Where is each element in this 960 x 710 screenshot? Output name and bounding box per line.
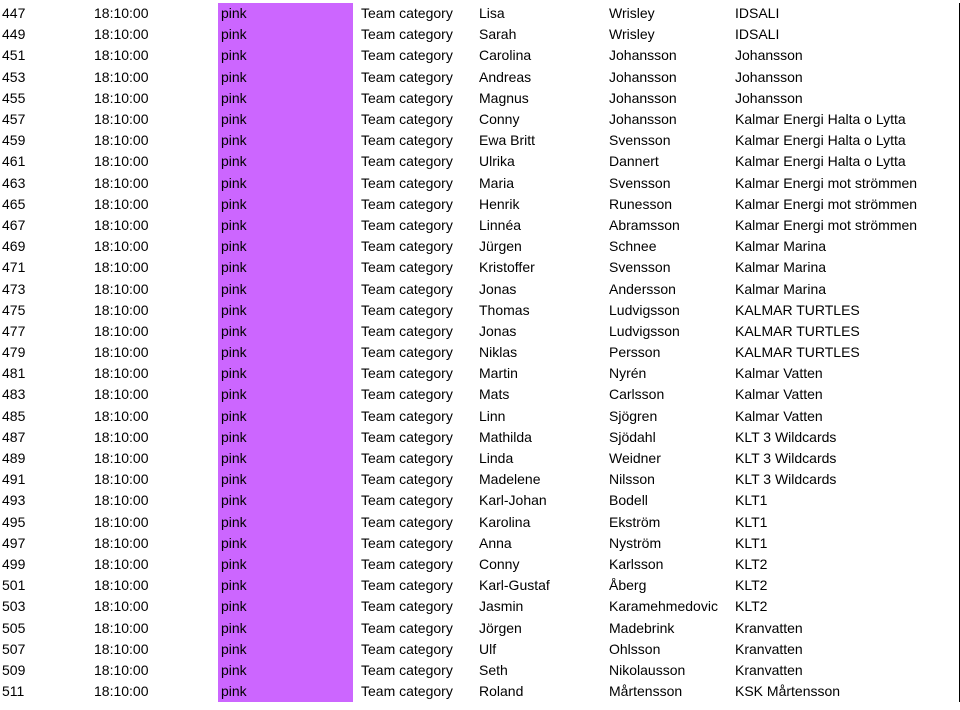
color-cell: pink <box>218 363 353 384</box>
start-time-cell: 18:10:00 <box>94 577 149 594</box>
first-name-cell: Mathilda <box>479 428 532 445</box>
category-cell: Team category <box>361 555 453 572</box>
club-cell: Kalmar Energi Halta o Lytta <box>735 153 906 170</box>
club-cell: Kalmar Marina <box>735 238 827 255</box>
club-cell: Kalmar Marina <box>735 280 827 297</box>
color-cell: pink <box>218 24 353 45</box>
table-row <box>0 300 960 321</box>
first-name-cell: Sarah <box>479 26 517 43</box>
bib-number-cell: 485 <box>2 407 26 424</box>
club-cell: Kranvatten <box>735 661 803 678</box>
last-name-cell: Karlsson <box>609 555 664 572</box>
last-name-cell: Persson <box>609 344 661 361</box>
last-name-cell: Ekström <box>609 513 661 530</box>
club-cell: KLT1 <box>735 492 768 509</box>
table-row <box>0 363 960 384</box>
last-name-cell: Sjödahl <box>609 428 656 445</box>
club-cell: KLT 3 Wildcards <box>735 471 837 488</box>
bib-number-cell: 457 <box>2 111 26 128</box>
start-time-cell: 18:10:00 <box>94 111 149 128</box>
start-time-cell: 18:10:00 <box>94 216 149 233</box>
last-name-cell: Runesson <box>609 195 673 212</box>
bib-number-cell: 511 <box>2 683 25 700</box>
first-name-cell: Linda <box>479 450 514 467</box>
first-name-cell: Lisa <box>479 5 505 22</box>
category-cell: Team category <box>361 365 453 382</box>
first-name-cell: Conny <box>479 555 520 572</box>
last-name-cell: Madebrink <box>609 619 675 636</box>
club-cell: Kalmar Energi mot strömmen <box>735 216 918 233</box>
category-cell: Team category <box>361 450 453 467</box>
club-cell: KALMAR TURTLES <box>735 344 860 361</box>
color-cell: pink <box>218 660 353 681</box>
club-cell: KSK Mårtensson <box>735 683 841 700</box>
table-row <box>0 617 960 638</box>
first-name-cell: Magnus <box>479 89 529 106</box>
bib-number-cell: 495 <box>2 513 26 530</box>
color-cell: pink <box>218 490 353 511</box>
table-row <box>0 194 960 215</box>
club-cell: KALMAR TURTLES <box>735 322 860 339</box>
table-row <box>0 151 960 172</box>
club-cell: Kranvatten <box>735 640 803 657</box>
start-time-cell: 18:10:00 <box>94 259 149 276</box>
first-name-cell: Jürgen <box>479 238 522 255</box>
color-cell: pink <box>218 575 353 596</box>
color-cell: pink <box>218 427 353 448</box>
start-time-cell: 18:10:00 <box>94 89 149 106</box>
last-name-cell: Sjögren <box>609 407 658 424</box>
bib-number-cell: 449 <box>2 26 26 43</box>
last-name-cell: Schnee <box>609 238 657 255</box>
club-cell: Kalmar Vatten <box>735 365 823 382</box>
club-cell: IDSALI <box>735 26 780 43</box>
bib-number-cell: 447 <box>2 5 26 22</box>
start-time-cell: 18:10:00 <box>94 174 149 191</box>
category-cell: Team category <box>361 301 453 318</box>
table-row <box>0 24 960 45</box>
category-cell: Team category <box>361 111 453 128</box>
first-name-cell: Seth <box>479 661 508 678</box>
bib-number-cell: 507 <box>2 640 26 657</box>
category-cell: Team category <box>361 216 453 233</box>
club-cell: Johansson <box>735 89 803 106</box>
first-name-cell: Kristoffer <box>479 259 535 276</box>
category-cell: Team category <box>361 238 453 255</box>
category-cell: Team category <box>361 5 453 22</box>
bib-number-cell: 493 <box>2 492 26 509</box>
table-row <box>0 427 960 448</box>
bib-number-cell: 503 <box>2 598 26 615</box>
start-time-cell: 18:10:00 <box>94 47 149 64</box>
category-cell: Team category <box>361 640 453 657</box>
club-cell: Kranvatten <box>735 619 803 636</box>
color-cell: pink <box>218 512 353 533</box>
color-cell: pink <box>218 533 353 554</box>
last-name-cell: Wrisley <box>609 5 655 22</box>
start-list-table <box>0 3 960 702</box>
last-name-cell: Karamehmedovic <box>609 598 718 615</box>
club-cell: Kalmar Energi Halta o Lytta <box>735 132 906 149</box>
category-cell: Team category <box>361 26 453 43</box>
category-cell: Team category <box>361 683 453 700</box>
table-row <box>0 321 960 342</box>
color-cell: pink <box>218 681 353 702</box>
table-row <box>0 173 960 194</box>
table-row <box>0 67 960 88</box>
bib-number-cell: 501 <box>2 577 26 594</box>
club-cell: KLT2 <box>735 555 768 572</box>
last-name-cell: Nyrén <box>609 365 647 382</box>
start-time-cell: 18:10:00 <box>94 26 149 43</box>
table-row <box>0 660 960 681</box>
bib-number-cell: 473 <box>2 280 26 297</box>
last-name-cell: Nikolausson <box>609 661 686 678</box>
bib-number-cell: 481 <box>2 365 26 382</box>
club-cell: KLT1 <box>735 513 768 530</box>
color-cell: pink <box>218 596 353 617</box>
start-time-cell: 18:10:00 <box>94 534 149 551</box>
color-cell: pink <box>218 194 353 215</box>
first-name-cell: Maria <box>479 174 515 191</box>
category-cell: Team category <box>361 195 453 212</box>
category-cell: Team category <box>361 534 453 551</box>
color-cell: pink <box>218 151 353 172</box>
last-name-cell: Bodell <box>609 492 648 509</box>
color-cell: pink <box>218 109 353 130</box>
bib-number-cell: 499 <box>2 555 26 572</box>
category-cell: Team category <box>361 280 453 297</box>
color-cell: pink <box>218 342 353 363</box>
table-row <box>0 639 960 660</box>
last-name-cell: Svensson <box>609 174 671 191</box>
first-name-cell: Karl-Gustaf <box>479 577 550 594</box>
color-cell: pink <box>218 469 353 490</box>
bib-number-cell: 509 <box>2 661 26 678</box>
table-row <box>0 512 960 533</box>
table-row <box>0 448 960 469</box>
bib-number-cell: 461 <box>2 153 26 170</box>
color-cell: pink <box>218 88 353 109</box>
table-row <box>0 278 960 299</box>
club-cell: Kalmar Vatten <box>735 407 823 424</box>
color-cell: pink <box>218 67 353 88</box>
first-name-cell: Karl-Johan <box>479 492 547 509</box>
last-name-cell: Johansson <box>609 89 677 106</box>
bib-number-cell: 475 <box>2 301 26 318</box>
color-cell: pink <box>218 639 353 660</box>
start-time-cell: 18:10:00 <box>94 450 149 467</box>
category-cell: Team category <box>361 47 453 64</box>
last-name-cell: Åberg <box>609 577 647 594</box>
category-cell: Team category <box>361 598 453 615</box>
bib-number-cell: 465 <box>2 195 26 212</box>
bib-number-cell: 477 <box>2 322 26 339</box>
color-cell: pink <box>218 617 353 638</box>
club-cell: KLT2 <box>735 577 768 594</box>
club-cell: KLT1 <box>735 534 768 551</box>
category-cell: Team category <box>361 344 453 361</box>
category-cell: Team category <box>361 492 453 509</box>
club-cell: KLT2 <box>735 598 768 615</box>
club-cell: KLT 3 Wildcards <box>735 450 837 467</box>
start-time-cell: 18:10:00 <box>94 238 149 255</box>
first-name-cell: Jonas <box>479 322 517 339</box>
bib-number-cell: 467 <box>2 216 26 233</box>
start-time-cell: 18:10:00 <box>94 322 149 339</box>
club-cell: IDSALI <box>735 5 780 22</box>
table-row <box>0 45 960 66</box>
category-cell: Team category <box>361 619 453 636</box>
color-cell: pink <box>218 448 353 469</box>
last-name-cell: Weidner <box>609 450 661 467</box>
table-row <box>0 130 960 151</box>
category-cell: Team category <box>361 407 453 424</box>
last-name-cell: Nilsson <box>609 471 655 488</box>
color-cell: pink <box>218 257 353 278</box>
color-cell: pink <box>218 215 353 236</box>
club-cell: Kalmar Marina <box>735 259 827 276</box>
first-name-cell: Jasmin <box>479 598 524 615</box>
category-cell: Team category <box>361 132 453 149</box>
first-name-cell: Niklas <box>479 344 518 361</box>
table-row <box>0 342 960 363</box>
bib-number-cell: 455 <box>2 89 26 106</box>
last-name-cell: Abramsson <box>609 216 680 233</box>
bib-number-cell: 453 <box>2 68 26 85</box>
bib-number-cell: 491 <box>2 471 26 488</box>
last-name-cell: Ludvigsson <box>609 301 680 318</box>
last-name-cell: Johansson <box>609 68 677 85</box>
color-cell: pink <box>218 173 353 194</box>
last-name-cell: Svensson <box>609 132 671 149</box>
start-time-cell: 18:10:00 <box>94 153 149 170</box>
first-name-cell: Conny <box>479 111 520 128</box>
start-time-cell: 18:10:00 <box>94 5 149 22</box>
club-cell: Kalmar Energi mot strömmen <box>735 195 918 212</box>
last-name-cell: Wrisley <box>609 26 655 43</box>
category-cell: Team category <box>361 174 453 191</box>
start-time-cell: 18:10:00 <box>94 365 149 382</box>
category-cell: Team category <box>361 577 453 594</box>
table-row <box>0 88 960 109</box>
bib-number-cell: 463 <box>2 174 26 191</box>
color-cell: pink <box>218 554 353 575</box>
color-cell: pink <box>218 300 353 321</box>
start-time-cell: 18:10:00 <box>94 640 149 657</box>
last-name-cell: Johansson <box>609 111 677 128</box>
table-row <box>0 469 960 490</box>
category-cell: Team category <box>361 322 453 339</box>
start-time-cell: 18:10:00 <box>94 280 149 297</box>
start-time-cell: 18:10:00 <box>94 195 149 212</box>
table-row <box>0 384 960 405</box>
start-time-cell: 18:10:00 <box>94 492 149 509</box>
club-cell: Johansson <box>735 47 803 64</box>
start-time-cell: 18:10:00 <box>94 661 149 678</box>
table-row <box>0 681 960 702</box>
color-cell: pink <box>218 278 353 299</box>
table-row <box>0 406 960 427</box>
start-time-cell: 18:10:00 <box>94 68 149 85</box>
bib-number-cell: 497 <box>2 534 26 551</box>
category-cell: Team category <box>361 471 453 488</box>
first-name-cell: Jörgen <box>479 619 522 636</box>
bib-number-cell: 471 <box>2 259 26 276</box>
start-time-cell: 18:10:00 <box>94 301 149 318</box>
start-time-cell: 18:10:00 <box>94 471 149 488</box>
category-cell: Team category <box>361 661 453 678</box>
start-time-cell: 18:10:00 <box>94 683 149 700</box>
first-name-cell: Mats <box>479 386 510 403</box>
first-name-cell: Martin <box>479 365 518 382</box>
last-name-cell: Johansson <box>609 47 677 64</box>
bib-number-cell: 505 <box>2 619 26 636</box>
bib-number-cell: 479 <box>2 344 26 361</box>
color-cell: pink <box>218 3 353 24</box>
start-time-cell: 18:10:00 <box>94 428 149 445</box>
bib-number-cell: 451 <box>2 47 26 64</box>
first-name-cell: Thomas <box>479 301 530 318</box>
category-cell: Team category <box>361 428 453 445</box>
color-cell: pink <box>218 406 353 427</box>
first-name-cell: Ulrika <box>479 153 515 170</box>
first-name-cell: Carolina <box>479 47 532 64</box>
table-row <box>0 490 960 511</box>
first-name-cell: Andreas <box>479 68 532 85</box>
bib-number-cell: 487 <box>2 428 26 445</box>
category-cell: Team category <box>361 513 453 530</box>
last-name-cell: Carlsson <box>609 386 665 403</box>
bib-number-cell: 483 <box>2 386 26 403</box>
bib-number-cell: 469 <box>2 238 26 255</box>
color-cell: pink <box>218 45 353 66</box>
last-name-cell: Svensson <box>609 259 671 276</box>
last-name-cell: Dannert <box>609 153 659 170</box>
last-name-cell: Ludvigsson <box>609 322 680 339</box>
color-cell: pink <box>218 130 353 151</box>
category-cell: Team category <box>361 386 453 403</box>
first-name-cell: Jonas <box>479 280 517 297</box>
table-row <box>0 596 960 617</box>
first-name-cell: Ewa Britt <box>479 132 536 149</box>
table-row <box>0 3 960 24</box>
club-cell: Johansson <box>735 68 803 85</box>
first-name-cell: Ulf <box>479 640 497 657</box>
category-cell: Team category <box>361 68 453 85</box>
category-cell: Team category <box>361 89 453 106</box>
start-time-cell: 18:10:00 <box>94 513 149 530</box>
last-name-cell: Ohlsson <box>609 640 661 657</box>
club-cell: Kalmar Vatten <box>735 386 823 403</box>
category-cell: Team category <box>361 153 453 170</box>
club-cell: KALMAR TURTLES <box>735 301 860 318</box>
category-cell: Team category <box>361 259 453 276</box>
last-name-cell: Nyström <box>609 534 662 551</box>
first-name-cell: Roland <box>479 683 524 700</box>
first-name-cell: Karolina <box>479 513 531 530</box>
first-name-cell: Anna <box>479 534 512 551</box>
bib-number-cell: 459 <box>2 132 26 149</box>
start-time-cell: 18:10:00 <box>94 555 149 572</box>
start-time-cell: 18:10:00 <box>94 132 149 149</box>
start-time-cell: 18:10:00 <box>94 598 149 615</box>
color-cell: pink <box>218 236 353 257</box>
table-row <box>0 257 960 278</box>
table-row <box>0 575 960 596</box>
club-cell: Kalmar Energi Halta o Lytta <box>735 111 906 128</box>
table-body <box>0 3 960 702</box>
start-time-cell: 18:10:00 <box>94 407 149 424</box>
table-row <box>0 533 960 554</box>
club-cell: Kalmar Energi mot strömmen <box>735 174 918 191</box>
first-name-cell: Linnéa <box>479 216 522 233</box>
color-cell: pink <box>218 321 353 342</box>
first-name-cell: Linn <box>479 407 506 424</box>
bib-number-cell: 489 <box>2 450 26 467</box>
last-name-cell: Mårtensson <box>609 683 683 700</box>
last-name-cell: Andersson <box>609 280 676 297</box>
first-name-cell: Henrik <box>479 195 520 212</box>
table-row <box>0 215 960 236</box>
club-cell: KLT 3 Wildcards <box>735 428 837 445</box>
first-name-cell: Madelene <box>479 471 541 488</box>
table-row <box>0 236 960 257</box>
table-row <box>0 109 960 130</box>
start-time-cell: 18:10:00 <box>94 619 149 636</box>
start-time-cell: 18:10:00 <box>94 386 149 403</box>
color-cell: pink <box>218 384 353 405</box>
table-row <box>0 554 960 575</box>
start-time-cell: 18:10:00 <box>94 344 149 361</box>
